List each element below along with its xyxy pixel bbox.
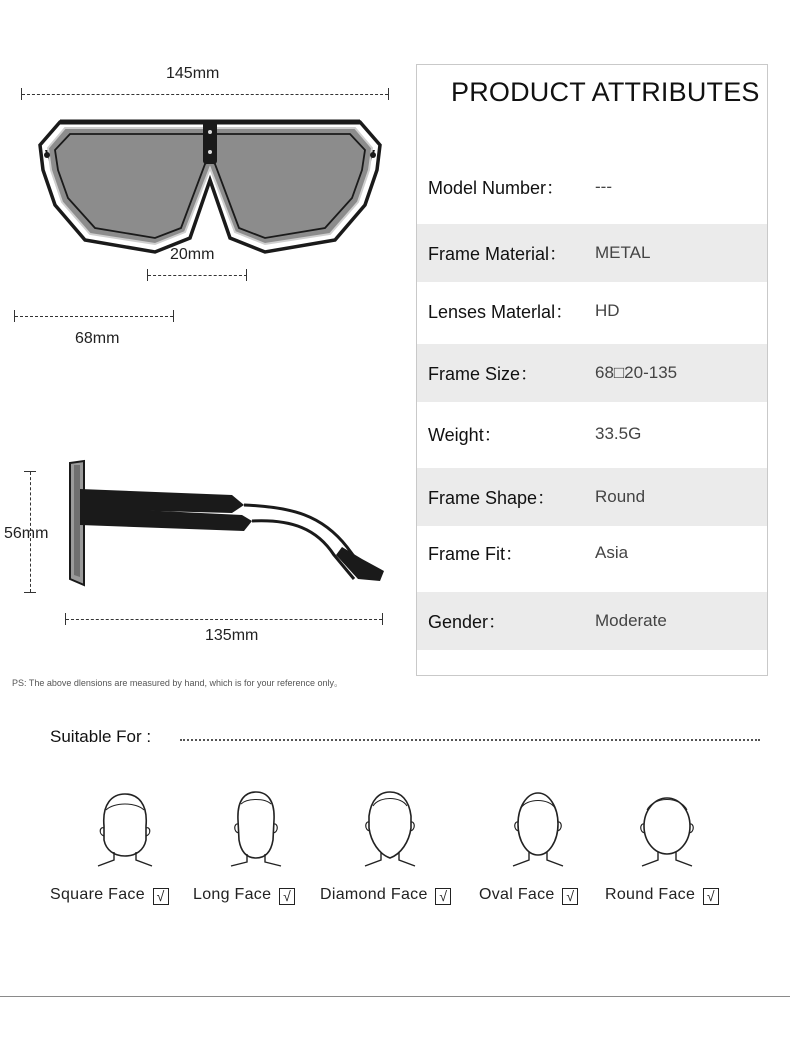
attr-key: Frame Fit： [428, 544, 524, 564]
attr-row-model-number [417, 158, 767, 216]
lens-height-label: 56mm [4, 525, 49, 542]
attr-value: 33.5G [595, 424, 642, 443]
face-label-oval [479, 886, 578, 905]
attr-row-gender [417, 592, 767, 650]
attr-row-frame-fit [417, 524, 767, 582]
product-attributes-panel [416, 64, 768, 676]
check-icon: √ [562, 888, 578, 905]
check-icon: √ [153, 888, 169, 905]
bridge-label: 20mm [170, 246, 215, 263]
attr-row-frame-shape [417, 468, 767, 526]
attr-key: Weight： [428, 425, 502, 445]
total-width-tick-right [388, 88, 389, 100]
lens-height-tick-bottom [24, 592, 36, 593]
face-label-diamond [320, 886, 451, 905]
check-icon: √ [279, 888, 295, 905]
attr-value: Moderate [595, 611, 667, 630]
suitable-for-label: Suitable For : [50, 727, 152, 746]
lens-width-label: 68mm [75, 330, 120, 347]
attr-value: METAL [595, 243, 651, 262]
panel-title: PRODUCT ATTRIBUTES [451, 77, 760, 107]
lens-width-line [15, 316, 173, 317]
attr-key: Frame Shape： [428, 488, 556, 508]
face-label-text: Diamond Face [320, 886, 428, 903]
bridge-tick-left [147, 269, 148, 281]
diamond-face-icon [355, 790, 425, 868]
temple-length-label: 135mm [205, 627, 259, 644]
attr-value: Asia [595, 543, 629, 562]
attr-key: Frame Size： [428, 364, 539, 384]
measurement-note: PS: The above dlensions are measured by hand, which is for your reference only。 [12, 678, 344, 688]
check-icon: √ [703, 888, 719, 905]
temple-length-tick-left [65, 613, 66, 625]
bottom-divider [0, 996, 790, 997]
temple-length-line [66, 619, 382, 620]
face-label-text: Long Face [193, 886, 272, 903]
attr-key: Gender： [428, 612, 507, 632]
face-label-square [50, 886, 169, 905]
face-label-long [193, 886, 295, 905]
long-face-icon [221, 790, 291, 868]
attr-row-lenses-material [417, 282, 767, 340]
face-label-text: Square Face [50, 886, 145, 903]
bridge-tick-right [246, 269, 247, 281]
lens-width-tick-right [173, 310, 174, 322]
check-icon: √ [435, 888, 451, 905]
face-label-round [605, 886, 719, 905]
sunglasses-front-image [25, 110, 395, 260]
lens-width-tick-left [14, 310, 15, 322]
sunglasses-side-image [62, 455, 392, 595]
attr-key: Model Number： [428, 178, 565, 198]
total-width-tick-left [21, 88, 22, 100]
attr-row-frame-material [417, 224, 767, 282]
temple-length-tick-right [382, 613, 383, 625]
round-face-icon [632, 790, 702, 868]
total-width-label: 145mm [166, 65, 220, 82]
attr-row-frame-size [417, 344, 767, 402]
face-label-text: Round Face [605, 886, 696, 903]
dotted-divider [180, 739, 760, 741]
oval-face-icon [503, 790, 573, 868]
square-face-icon [90, 790, 160, 868]
attr-key: Lenses Materlal： [428, 302, 574, 322]
attr-row-weight [417, 405, 767, 463]
attr-value: --- [595, 177, 612, 196]
total-width-line [22, 94, 388, 95]
attr-value: Round [595, 487, 646, 506]
attr-key: Frame Material： [428, 244, 568, 264]
attr-value: HD [595, 301, 620, 320]
bridge-line [148, 275, 247, 276]
face-label-text: Oval Face [479, 886, 555, 903]
attr-value: 68□20-135 [595, 363, 678, 382]
